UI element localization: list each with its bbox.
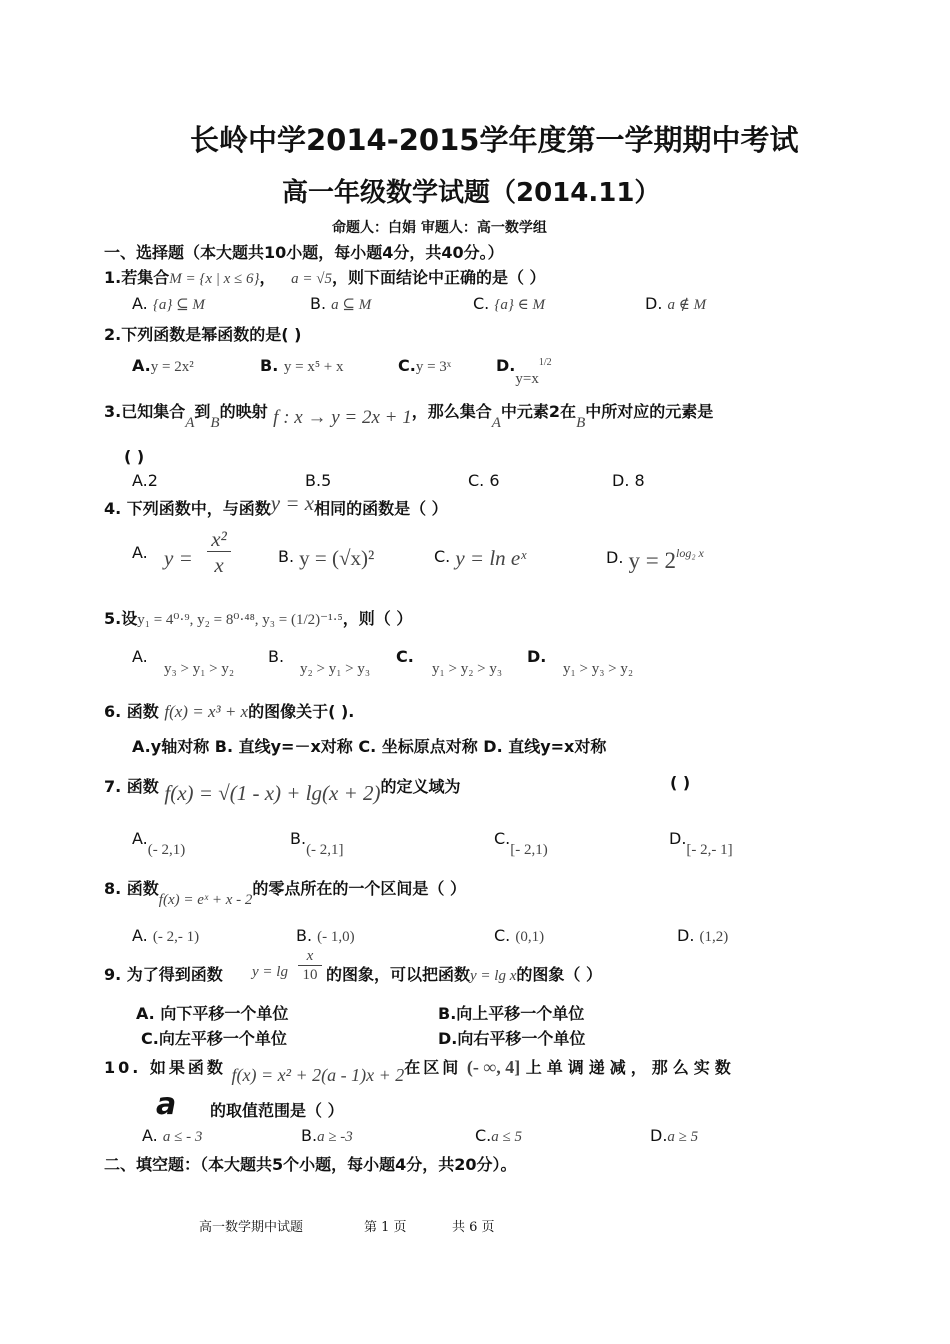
q3-option-a: A.2	[132, 471, 158, 490]
q2-option-c: C.y = 3ˣ	[398, 356, 452, 375]
q8-option-b: B. (- 1,0)	[296, 926, 355, 945]
q1-option-c: C. {a} ∈ M	[473, 294, 545, 313]
question-6: 6. 函数 f(x) = x³ + x的图像关于( ).	[104, 702, 355, 721]
question-10: 10. 如果函数 f(x) = x² + 2(a - 1)x + 2在区间 (- ∞, 4] 上单调递减，那么实数	[104, 1057, 736, 1085]
q8-option-c: C. (0,1)	[494, 926, 545, 945]
q1-set-m: M = {x | x ≤ 6}	[169, 271, 260, 287]
q3-option-b: B.5	[305, 471, 332, 490]
q4-option-b: B. y = (√x)²	[278, 546, 375, 570]
q4-option-a: A.	[132, 543, 148, 562]
question-1	[104, 265, 546, 288]
q1-lead: 1.若集合	[104, 268, 170, 287]
q10-option-d: D.a ≥ 5	[650, 1126, 699, 1145]
q8-option-a: A. (- 2,- 1)	[132, 926, 200, 945]
q1-tail: ，则下面结论中正确的是（ ）	[331, 268, 546, 287]
q9-option-c: C.向左平移一个单位	[141, 1029, 287, 1048]
q7-option-d: D.[- 2,- 1]	[669, 829, 733, 858]
q7-option-c: C.[- 2,1)	[494, 829, 548, 858]
q10-option-a: A. a ≤ - 3	[142, 1126, 203, 1145]
q1-option-a: A. {a} ⊆ M	[132, 294, 205, 313]
question-9-tail: 的图象，可以把函数y = lg x的图象（ ）	[326, 965, 602, 984]
question-7: 7. 函数 f(x) = √(1 - x) + lg(x + 2)的定义域为	[104, 777, 461, 805]
q5-option-b: B.	[268, 647, 285, 666]
q4-option-a-lhs: y =	[164, 546, 193, 570]
section-1-heading: 一、选择题（本大题共10小题，每小题4分，共40分。）	[104, 243, 504, 262]
section-2-heading: 二、填空题：（本大题共5个小题，每小题4分，共20分）。	[104, 1155, 517, 1174]
q5-option-a-value: y₃ > y₁ > y₂	[164, 661, 235, 677]
q3-option-d: D. 8	[612, 471, 645, 490]
q3-answer-paren: ( )	[124, 447, 145, 466]
q9-option-b: B.向上平移一个单位	[438, 1004, 585, 1023]
exam-title: 长岭中学2014-2015学年度第一学期期中考试	[190, 123, 799, 157]
q9-fraction: x 10	[298, 947, 322, 984]
q5-option-b-value: y₂ > y₁ > y₃	[300, 661, 371, 677]
q1-option-d: D. a ∉ M	[645, 294, 707, 313]
question-5: 5.设y₁ = 4⁰·⁹, y₂ = 8⁰·⁴⁸, y₃ = (1/2)⁻¹·⁵，则（ ）	[104, 609, 413, 628]
q8-option-d: D. (1,2)	[677, 926, 729, 945]
q10-option-c: C.a ≤ 5	[475, 1126, 522, 1145]
question-9-lead: 9. 为了得到函数	[104, 965, 223, 984]
footer-course: 高一数学期中试题	[199, 1220, 304, 1235]
q5-option-a: A.	[132, 647, 148, 666]
q4-option-d: D. $y = 2^{log_2 x}$	[606, 546, 704, 573]
q1-option-b: B. a ⊆ M	[310, 294, 372, 313]
q2-option-b: B. y = x⁵ + x	[260, 356, 344, 375]
question-8: 8. 函数f(x) = eˣ + x - 2的零点所在的一个区间是（ ）	[104, 879, 466, 908]
exam-subtitle: 高一年级数学试题（2014.11）	[282, 178, 661, 208]
q7-option-a: A.(- 2,1)	[132, 829, 186, 858]
q4-option-c: C. y = ln eˣ	[434, 546, 527, 570]
q10-variable-a: a	[156, 1087, 177, 1122]
q5-option-d: D.	[527, 647, 547, 666]
q10-option-b: B.a ≥ -3	[301, 1126, 353, 1145]
q2-option-d: $D.y=x^{1/2}$	[496, 356, 552, 387]
q5-option-d-value: y₁ > y₃ > y₂	[563, 661, 634, 677]
q6-options: A.y轴对称 B. 直线y=－x对称 C. 坐标原点对称 D. 直线y=x对称	[132, 737, 607, 756]
q4-option-a-fraction: x² x	[205, 527, 233, 578]
q1-a-value: a = √5	[291, 271, 332, 287]
q5-option-c-value: y₁ > y₂ > y₃	[432, 661, 503, 677]
q1-comma: ，	[259, 268, 276, 287]
question-3: 3.已知集合A到B的映射 f : x → y = 2x + 1，那么集合A中元素2在B中所对应的元素是	[104, 402, 714, 431]
q2-option-a: A.y = 2x²	[132, 356, 194, 375]
q7-option-b: B.(- 2,1]	[290, 829, 344, 858]
footer-total-pages: 共 6 页	[452, 1220, 495, 1235]
q9-function-1: y = lg	[252, 964, 288, 980]
q3-option-c: C. 6	[468, 471, 500, 490]
q7-answer-paren: ( )	[670, 773, 691, 792]
question-4: 4. 下列函数中，与函数y = x相同的函数是（ ）	[104, 491, 448, 518]
footer-page-number: 第 1 页	[364, 1220, 407, 1235]
q5-option-c: C.	[396, 647, 414, 666]
q9-option-d: D.向右平移一个单位	[438, 1029, 586, 1048]
exam-authors: 命题人：白娟 审题人：高一数学组	[332, 220, 547, 236]
question-2: 2.下列函数是幂函数的是( )	[104, 325, 302, 344]
q10-line-2: 的取值范围是（ ）	[210, 1101, 344, 1120]
q9-option-a: A. 向下平移一个单位	[136, 1004, 289, 1023]
